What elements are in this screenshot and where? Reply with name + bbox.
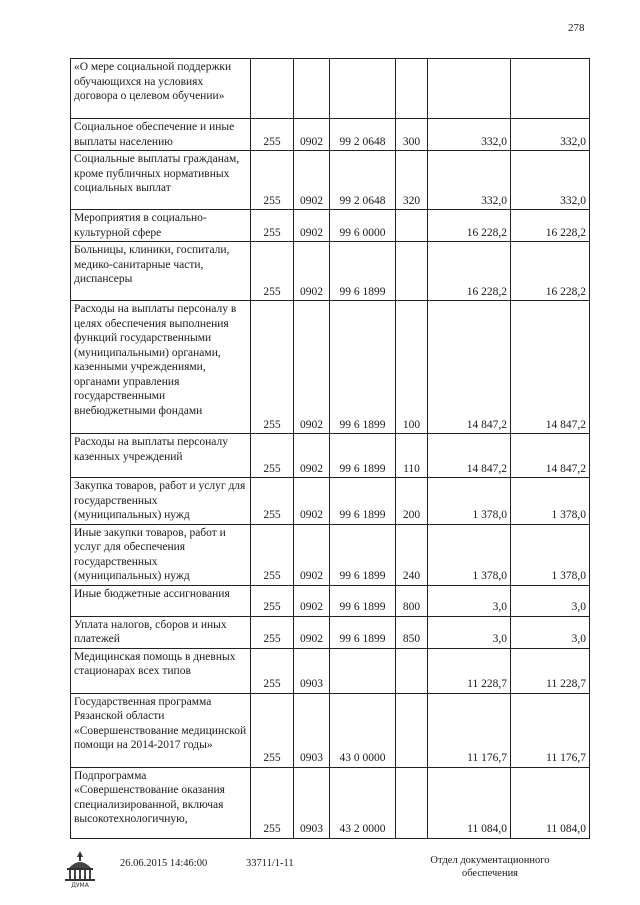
row-amount: 14 847,2 [428,301,511,434]
row-total: 16 228,2 [511,210,590,242]
row-total: 3,0 [511,585,590,616]
row-code: 255 [251,434,294,478]
row-total: 332,0 [511,119,590,151]
row-expense-type: 320 [396,151,428,210]
row-amount: 16 228,2 [428,242,511,301]
row-name: Государственная программа Рязанской области «Совершенствование медицинской помощи на 2014-2017 годы» [71,693,251,767]
row-code: 255 [251,524,294,585]
row-amount [428,59,511,119]
row-section: 0902 [294,301,330,434]
page-footer [0,846,640,896]
row-expense-type: 240 [396,524,428,585]
table-row [71,648,590,693]
row-section: 0903 [294,648,330,693]
row-target: 99 6 1899 [330,301,396,434]
row-name: Расходы на выплаты персоналу в целях обеспечения выполнения функций государственными (муниципальными) органами, казенными учреждениями, органами управления государственными внебюджетными фондами [71,301,251,434]
row-section: 0902 [294,119,330,151]
row-amount: 14 847,2 [428,434,511,478]
row-total [511,59,590,119]
row-section: 0902 [294,585,330,616]
row-section: 0902 [294,434,330,478]
row-target: 99 6 1899 [330,585,396,616]
row-name: Мероприятия в социально-культурной сфере [71,210,251,242]
table-row [71,616,590,648]
row-total: 11 084,0 [511,767,590,838]
row-code: 255 [251,648,294,693]
table-row [71,767,590,838]
row-section: 0902 [294,210,330,242]
row-amount: 1 378,0 [428,524,511,585]
row-amount: 16 228,2 [428,210,511,242]
row-amount: 11 084,0 [428,767,511,838]
row-name: Уплата налогов, сборов и иных платежей [71,616,251,648]
footer-date: 26.06.2015 14:46:00 [120,858,208,869]
row-expense-type [396,767,428,838]
row-amount: 3,0 [428,585,511,616]
row-total: 332,0 [511,151,590,210]
row-target: 99 6 0000 [330,210,396,242]
row-amount: 1 378,0 [428,478,511,525]
row-expense-type [396,59,428,119]
row-code: 255 [251,151,294,210]
row-section: 0902 [294,242,330,301]
table-row [71,301,590,434]
row-expense-type [396,210,428,242]
row-expense-type: 200 [396,478,428,525]
table-row [71,434,590,478]
row-name: Иные бюджетные ассигнования [71,585,251,616]
row-total: 14 847,2 [511,301,590,434]
row-amount: 332,0 [428,119,511,151]
row-name: Медицинская помощь в дневных стационарах всех типов [71,648,251,693]
row-code: 255 [251,585,294,616]
table-row [71,693,590,767]
emblem-caption: ДУМА [71,882,89,888]
row-target: 99 6 1899 [330,616,396,648]
row-section: 0903 [294,693,330,767]
row-total: 11 176,7 [511,693,590,767]
row-amount: 3,0 [428,616,511,648]
row-name: Расходы на выплаты персоналу казенных учреждений [71,434,251,478]
row-target [330,648,396,693]
page-number: 278 [568,22,585,34]
row-name: «О мере социальной поддержки обучающихся на условиях договора о целевом обучении» [71,59,251,119]
row-code: 255 [251,210,294,242]
row-total: 1 378,0 [511,478,590,525]
row-target: 99 6 1899 [330,434,396,478]
row-expense-type: 850 [396,616,428,648]
table-row [71,59,590,119]
row-name: Иные закупки товаров, работ и услуг для обеспечения государственных (муниципальных) нужд [71,524,251,585]
row-code: 255 [251,478,294,525]
row-total: 3,0 [511,616,590,648]
row-total: 11 228,7 [511,648,590,693]
table-row [71,242,590,301]
table-row [71,210,590,242]
row-name: Подпрограмма «Совершенствование оказания специализированной, включая высокотехнологичную, [71,767,251,838]
row-total: 16 228,2 [511,242,590,301]
row-expense-type [396,648,428,693]
row-expense-type: 300 [396,119,428,151]
table-row [71,119,590,151]
table-row [71,478,590,525]
footer-doc-code: 33711/1-11 [246,858,294,869]
row-target: 43 0 0000 [330,693,396,767]
row-name: Социальные выплаты гражданам, кроме публичных нормативных социальных выплат [71,151,251,210]
row-name: Социальное обеспечение и иные выплаты населению [71,119,251,151]
row-name: Закупка товаров, работ и услуг для государственных (муниципальных) нужд [71,478,251,525]
row-section: 0902 [294,151,330,210]
row-target: 99 2 0648 [330,119,396,151]
row-expense-type: 100 [396,301,428,434]
row-code: 255 [251,693,294,767]
row-section: 0902 [294,478,330,525]
table-row [71,524,590,585]
row-target [330,59,396,119]
row-amount: 332,0 [428,151,511,210]
row-expense-type: 110 [396,434,428,478]
row-total: 1 378,0 [511,524,590,585]
row-code: 255 [251,767,294,838]
table-row [71,151,590,210]
row-section: 0902 [294,524,330,585]
row-target: 43 2 0000 [330,767,396,838]
row-code: 255 [251,119,294,151]
row-target: 99 6 1899 [330,524,396,585]
row-total: 14 847,2 [511,434,590,478]
row-expense-type [396,242,428,301]
budget-table [70,58,590,839]
row-code [251,59,294,119]
row-section: 0902 [294,616,330,648]
row-code: 255 [251,301,294,434]
row-expense-type [396,693,428,767]
row-name: Больницы, клиники, госпитали, медико-санитарные части, диспансеры [71,242,251,301]
row-target: 99 6 1899 [330,242,396,301]
row-target: 99 6 1899 [330,478,396,525]
row-section [294,59,330,119]
row-expense-type: 800 [396,585,428,616]
row-code: 255 [251,242,294,301]
footer-department: Отдел документационного обеспечения [430,855,550,879]
duma-emblem-icon [60,848,100,888]
table-row [71,585,590,616]
row-target: 99 2 0648 [330,151,396,210]
row-section: 0903 [294,767,330,838]
row-code: 255 [251,616,294,648]
row-amount: 11 176,7 [428,693,511,767]
row-amount: 11 228,7 [428,648,511,693]
